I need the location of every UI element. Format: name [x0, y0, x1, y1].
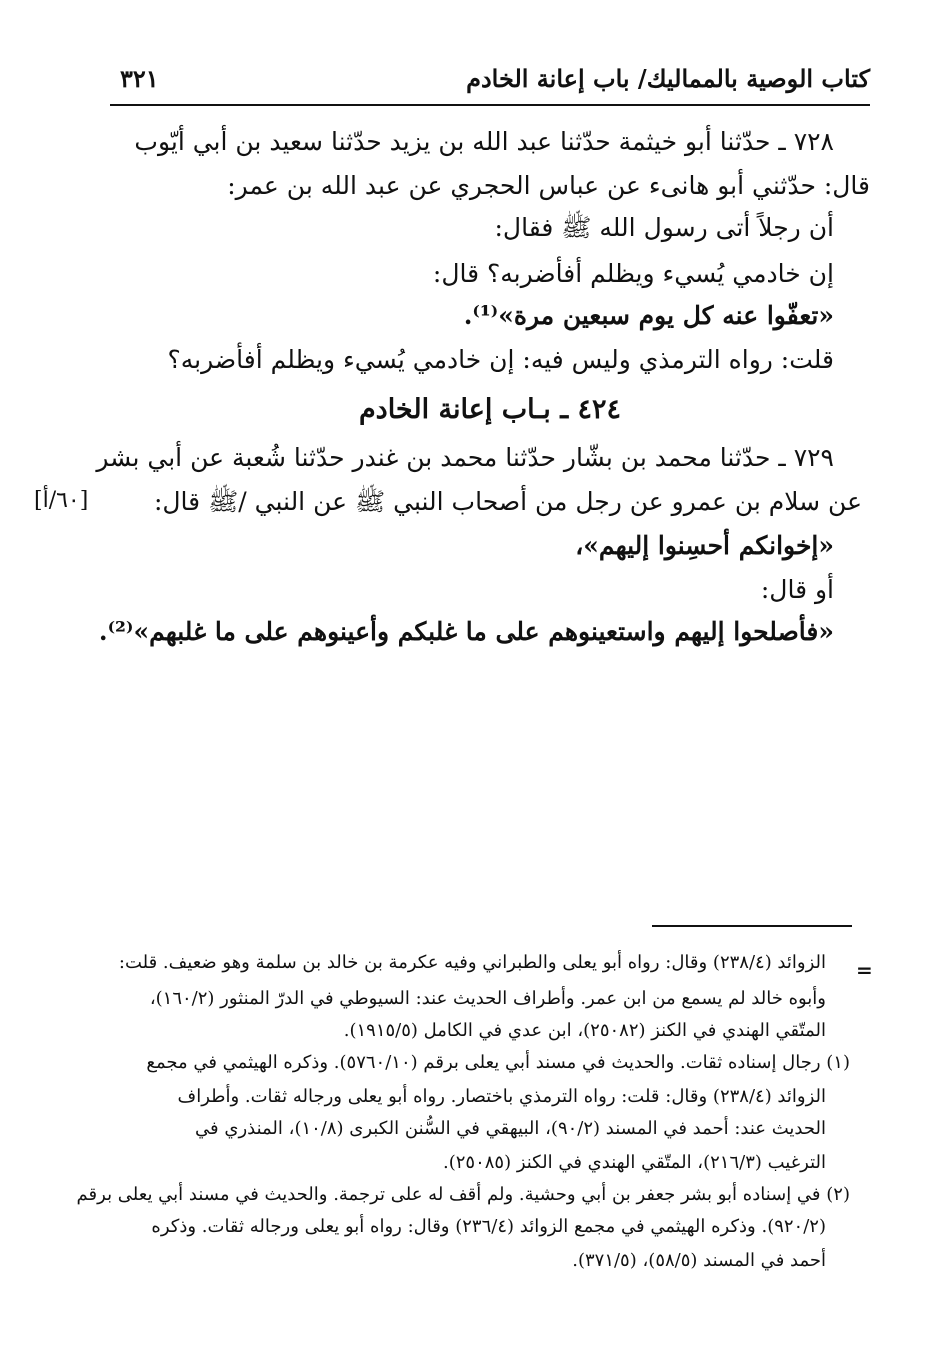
footnote-2-line: (٢) في إسناده أبو بشر جعفر بن أبي وحشية. ولم أقف له على ترجمة. والحديث في مسند أبي يعلى برقم — [76, 1184, 850, 1205]
hadith-728-line-3: أن رجلاً أتى رسول الله ﷺ فقال: — [494, 213, 834, 242]
hadith-728-line-1: ٧٢٨ ـ حدّثنا أبو خيثمة حدّثنا عبد الله بن يزيد حدّثنا سعيد بن أبي أيّوب — [134, 127, 834, 156]
page-number: ٣٢١ — [120, 64, 159, 93]
chapter-title: كتاب الوصية بالمماليك/ باب إعانة الخادم — [466, 64, 870, 93]
footnote-line: الزوائد (٢٣٨/٤) وقال: رواه أبو يعلى والطبراني وفيه عكرمة بن خالد بن سلمة وهو ضعيف. قلت: — [118, 952, 826, 973]
running-header — [110, 60, 870, 106]
footnote-1-line: الحديث عند: أحمد في المسند (٩٠/٢)، البيهقي في السُّنن الكبرى (١٠/٨)، المنذري في — [195, 1118, 826, 1139]
hadith-728-line-2: قال: حدّثني أبو هانىء عن عباس الحجري عن عبد الله بن عمر: — [227, 171, 870, 200]
footnote-1-line: الترغيب (٢١٦/٣)، المتّقي الهندي في الكنز (٢٥٠٨٥). — [442, 1152, 826, 1173]
manuscript-folio-ref: [٦٠/أ] — [34, 488, 89, 513]
footnote-line: وأبوه خالد لم يسمع من ابن عمر. وأطراف الحديث عند: السيوطي في الدرّ المنثور (١٦٠/٢)، — [149, 988, 826, 1009]
footnote-2-line: (٩٢٠/٢). وذكره الهيثمي في مجمع الزوائد (٢٣٦/٤) وقال: رواه أبو يعلى ورجاله ثقات. وذكره — [151, 1216, 826, 1237]
hadith-729-line-or: أو قال: — [760, 575, 834, 604]
hadith-729-quote-1: «إخوانكم أحسِنوا إليهم»، — [575, 531, 834, 560]
continuation-mark: = — [856, 958, 873, 982]
footnote-line: المتّقي الهندي في الكنز (٢٥٠٨٢)، ابن عدي في الكامل (١٩١٥/٥). — [343, 1020, 826, 1041]
hadith-729-line-2: عن سلام بن عمرو عن رجل من أصحاب النبي ﷺ عن النبي /ﷺ قال: — [153, 487, 862, 516]
hadith-729-quote-2: «فأصلحوا إليهم واستعينوهم على ما غلبكم وأعينوهم على ما غلبهم»⁽²⁾. — [98, 617, 834, 646]
hadith-728-quote: «تعفّوا عنه كل يوم سبعين مرة»⁽¹⁾. — [463, 301, 834, 330]
footnote-1-line: الزوائد (٢٣٨/٤) وقال: قلت: رواه الترمذي باختصار. رواه أبو يعلى ورجاله ثقات. وأطراف — [177, 1086, 826, 1107]
footnote-separator — [652, 925, 852, 927]
hadith-729-line-1: ٧٢٩ ـ حدّثنا محمد بن بشّار حدّثنا محمد بن غندر حدّثنا شُعبة عن أبي بشر — [96, 443, 834, 472]
hadith-728-line-4: إن خادمي يُسيء ويظلم أفأضربه؟ قال: — [432, 259, 834, 288]
commentary-line: قلت: رواه الترمذي وليس فيه: إن خادمي يُسيء ويظلم أفأضربه؟ — [167, 345, 834, 374]
footnote-2-line: أحمد في المسند (٥٨/٥)، (٣٧١/٥). — [572, 1250, 826, 1271]
section-heading: ٤٢٤ ـ بـاب إعانة الخادم — [358, 394, 622, 425]
footnote-1-line: (١) رجال إسناده ثقات. والحديث في مسند أبي يعلى برقم (٥٧٦٠/١٠). وذكره الهيثمي في مجمع — [146, 1052, 850, 1073]
